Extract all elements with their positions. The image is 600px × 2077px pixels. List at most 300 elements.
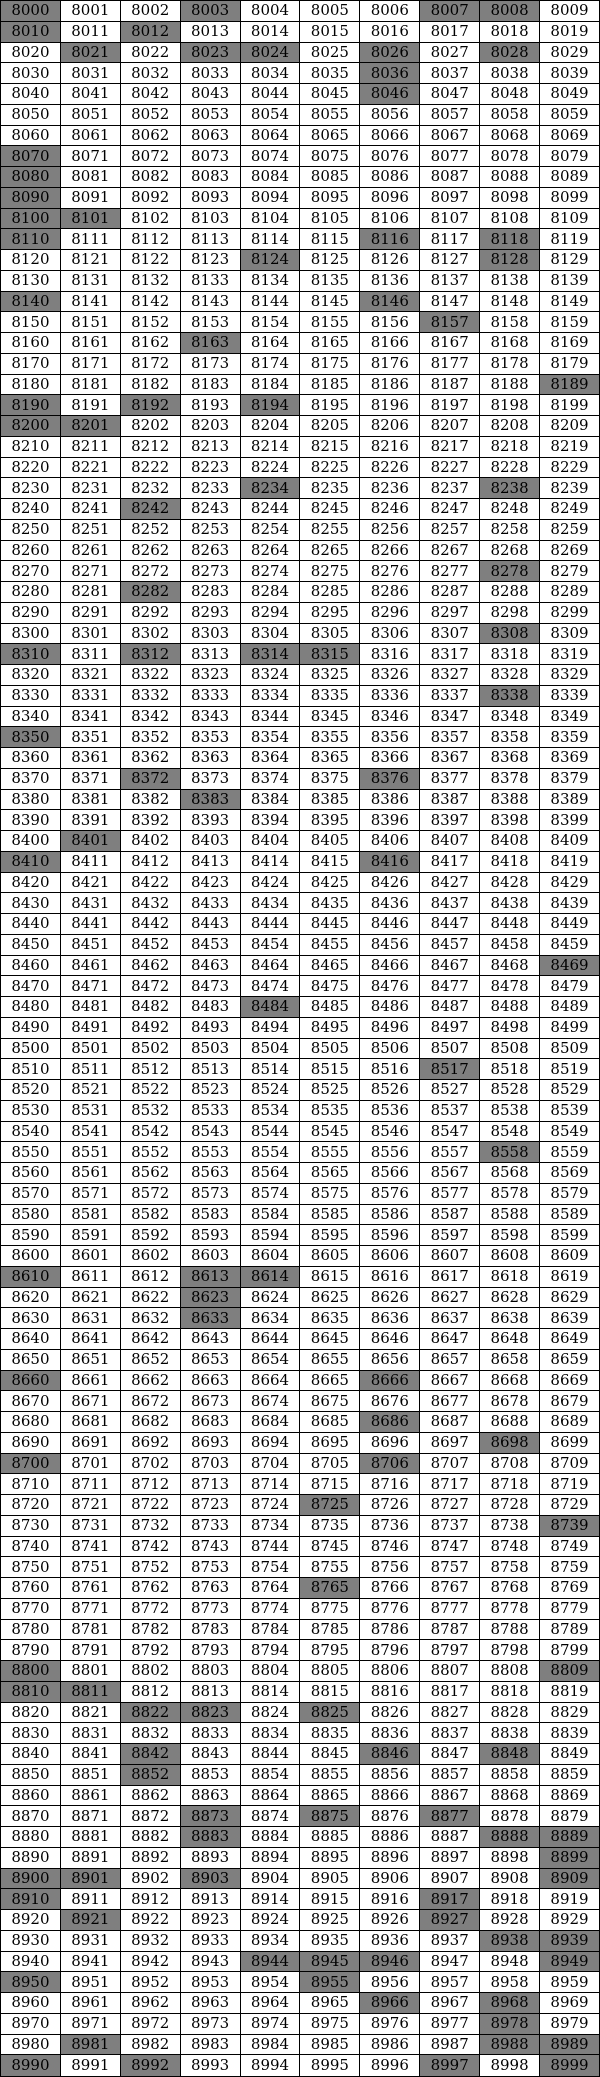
number-cell: 8071 xyxy=(60,146,120,167)
number-cell: 8718 xyxy=(480,1474,540,1495)
number-cell: 8337 xyxy=(420,685,480,706)
number-cell: 8206 xyxy=(360,416,420,437)
number-cell: 8411 xyxy=(60,851,120,872)
number-cell: 8740 xyxy=(1,1536,61,1557)
table-row xyxy=(1,1661,600,1682)
number-cell: 8256 xyxy=(360,519,420,540)
number-cell: 8181 xyxy=(60,374,120,395)
number-cell: 8666 xyxy=(360,1370,420,1391)
number-cell: 8404 xyxy=(240,831,300,852)
number-cell: 8059 xyxy=(540,104,600,125)
number-cell: 8279 xyxy=(540,561,600,582)
number-cell: 8251 xyxy=(60,519,120,540)
number-cell: 8584 xyxy=(240,1204,300,1225)
number-cell: 8645 xyxy=(300,1329,360,1350)
number-cell: 8914 xyxy=(240,1889,300,1910)
table-row xyxy=(1,1889,600,1910)
number-cell: 8195 xyxy=(300,395,360,416)
number-cell: 8366 xyxy=(360,748,420,769)
number-cell: 8271 xyxy=(60,561,120,582)
number-cell: 8042 xyxy=(120,84,180,105)
number-cell: 8075 xyxy=(300,146,360,167)
number-cell: 8447 xyxy=(420,914,480,935)
number-cell: 8569 xyxy=(540,1163,600,1184)
number-cell: 8382 xyxy=(120,789,180,810)
number-cell: 8457 xyxy=(420,934,480,955)
number-cell: 8443 xyxy=(180,914,240,935)
number-cell: 8706 xyxy=(360,1453,420,1474)
number-cell: 8672 xyxy=(120,1391,180,1412)
number-cell: 8583 xyxy=(180,1204,240,1225)
number-cell: 8428 xyxy=(480,872,540,893)
number-cell: 8592 xyxy=(120,1225,180,1246)
number-cell: 8902 xyxy=(120,1868,180,1889)
number-cell: 8520 xyxy=(1,1080,61,1101)
number-cell: 8800 xyxy=(1,1661,61,1682)
number-cell: 8139 xyxy=(540,270,600,291)
number-cell: 8449 xyxy=(540,914,600,935)
number-cell: 8987 xyxy=(420,2034,480,2055)
number-cell: 8254 xyxy=(240,519,300,540)
number-cell: 8388 xyxy=(480,789,540,810)
number-cell: 8680 xyxy=(1,1412,61,1433)
number-cell: 8420 xyxy=(1,872,61,893)
number-cell: 8003 xyxy=(180,1,240,22)
number-cell: 8359 xyxy=(540,727,600,748)
table-row xyxy=(1,167,600,188)
number-cell: 8934 xyxy=(240,1930,300,1951)
number-cell: 8194 xyxy=(240,395,300,416)
number-cell: 8058 xyxy=(480,104,540,125)
table-row xyxy=(1,1619,600,1640)
number-cell: 8511 xyxy=(60,1059,120,1080)
number-cell: 8204 xyxy=(240,416,300,437)
number-cell: 8069 xyxy=(540,125,600,146)
number-cell: 8532 xyxy=(120,1100,180,1121)
number-cell: 8797 xyxy=(420,1640,480,1661)
number-cell: 8940 xyxy=(1,1951,61,1972)
number-cell: 8678 xyxy=(480,1391,540,1412)
number-cell: 8274 xyxy=(240,561,300,582)
number-grid-body xyxy=(1,1,600,2077)
number-cell: 8513 xyxy=(180,1059,240,1080)
number-cell: 8380 xyxy=(1,789,61,810)
number-cell: 8887 xyxy=(420,1827,480,1848)
number-cell: 8989 xyxy=(540,2034,600,2055)
number-cell: 8360 xyxy=(1,748,61,769)
number-cell: 8637 xyxy=(420,1308,480,1329)
number-cell: 8961 xyxy=(60,1993,120,2014)
number-cell: 8028 xyxy=(480,42,540,63)
number-cell: 8209 xyxy=(540,416,600,437)
table-row xyxy=(1,146,600,167)
number-cell: 8471 xyxy=(60,976,120,997)
number-cell: 8588 xyxy=(480,1204,540,1225)
number-cell: 8607 xyxy=(420,1246,480,1267)
number-cell: 8136 xyxy=(360,270,420,291)
number-cell: 8112 xyxy=(120,229,180,250)
number-cell: 8557 xyxy=(420,1142,480,1163)
number-cell: 8348 xyxy=(480,706,540,727)
number-cell: 8544 xyxy=(240,1121,300,1142)
number-cell: 8438 xyxy=(480,893,540,914)
number-cell: 8529 xyxy=(540,1080,600,1101)
number-cell: 8121 xyxy=(60,250,120,271)
number-cell: 8840 xyxy=(1,1744,61,1765)
number-cell: 8614 xyxy=(240,1266,300,1287)
table-row xyxy=(1,208,600,229)
number-cell: 8574 xyxy=(240,1183,300,1204)
number-cell: 8826 xyxy=(360,1702,420,1723)
number-cell: 8446 xyxy=(360,914,420,935)
number-cell: 8788 xyxy=(480,1619,540,1640)
number-cell: 8079 xyxy=(540,146,600,167)
number-cell: 8047 xyxy=(420,84,480,105)
number-cell: 8182 xyxy=(120,374,180,395)
number-cell: 8577 xyxy=(420,1183,480,1204)
number-cell: 8266 xyxy=(360,540,420,561)
number-cell: 8122 xyxy=(120,250,180,271)
number-cell: 8376 xyxy=(360,768,420,789)
number-cell: 8568 xyxy=(480,1163,540,1184)
number-cell: 8926 xyxy=(360,1910,420,1931)
number-cell: 8004 xyxy=(240,1,300,22)
number-cell: 8551 xyxy=(60,1142,120,1163)
number-cell: 8600 xyxy=(1,1246,61,1267)
number-cell: 8011 xyxy=(60,21,120,42)
number-cell: 8244 xyxy=(240,499,300,520)
number-cell: 8760 xyxy=(1,1578,61,1599)
number-cell: 8646 xyxy=(360,1329,420,1350)
number-cell: 8609 xyxy=(540,1246,600,1267)
number-cell: 8702 xyxy=(120,1453,180,1474)
table-row xyxy=(1,706,600,727)
table-row xyxy=(1,1764,600,1785)
number-cell: 8627 xyxy=(420,1287,480,1308)
number-cell: 8772 xyxy=(120,1598,180,1619)
number-cell: 8057 xyxy=(420,104,480,125)
number-cell: 8985 xyxy=(300,2034,360,2055)
table-row xyxy=(1,831,600,852)
number-cell: 8975 xyxy=(300,2013,360,2034)
table-row xyxy=(1,1930,600,1951)
number-cell: 8493 xyxy=(180,1017,240,1038)
number-cell: 8373 xyxy=(180,768,240,789)
number-cell: 8153 xyxy=(180,312,240,333)
number-cell: 8001 xyxy=(60,1,120,22)
number-cell: 8375 xyxy=(300,768,360,789)
number-cell: 8222 xyxy=(120,457,180,478)
number-cell: 8062 xyxy=(120,125,180,146)
number-cell: 8559 xyxy=(540,1142,600,1163)
number-cell: 8860 xyxy=(1,1785,61,1806)
number-cell: 8087 xyxy=(420,167,480,188)
number-cell: 8156 xyxy=(360,312,420,333)
number-cell: 8880 xyxy=(1,1827,61,1848)
table-row xyxy=(1,1785,600,1806)
number-cell: 8295 xyxy=(300,602,360,623)
number-cell: 8763 xyxy=(180,1578,240,1599)
number-cell: 8188 xyxy=(480,374,540,395)
number-cell: 8984 xyxy=(240,2034,300,2055)
number-cell: 8109 xyxy=(540,208,600,229)
number-cell: 8242 xyxy=(120,499,180,520)
number-cell: 8433 xyxy=(180,893,240,914)
number-cell: 8454 xyxy=(240,934,300,955)
number-cell: 8390 xyxy=(1,810,61,831)
number-cell: 8795 xyxy=(300,1640,360,1661)
number-cell: 8067 xyxy=(420,125,480,146)
number-cell: 8578 xyxy=(480,1183,540,1204)
table-row xyxy=(1,1495,600,1516)
number-cell: 8151 xyxy=(60,312,120,333)
number-cell: 8599 xyxy=(540,1225,600,1246)
number-cell: 8735 xyxy=(300,1515,360,1536)
number-cell: 8203 xyxy=(180,416,240,437)
table-row xyxy=(1,436,600,457)
number-cell: 8459 xyxy=(540,934,600,955)
number-cell: 8570 xyxy=(1,1183,61,1204)
number-cell: 8349 xyxy=(540,706,600,727)
table-row xyxy=(1,1163,600,1184)
number-cell: 8164 xyxy=(240,333,300,354)
number-cell: 8091 xyxy=(60,187,120,208)
number-cell: 8641 xyxy=(60,1329,120,1350)
number-cell: 8717 xyxy=(420,1474,480,1495)
number-cell: 8542 xyxy=(120,1121,180,1142)
number-cell: 8265 xyxy=(300,540,360,561)
number-cell: 8652 xyxy=(120,1349,180,1370)
table-row xyxy=(1,1640,600,1661)
number-cell: 8628 xyxy=(480,1287,540,1308)
table-row xyxy=(1,104,600,125)
number-cell: 8835 xyxy=(300,1723,360,1744)
number-cell: 8818 xyxy=(480,1681,540,1702)
number-cell: 8094 xyxy=(240,187,300,208)
number-cell: 8915 xyxy=(300,1889,360,1910)
number-cell: 8219 xyxy=(540,436,600,457)
number-cell: 8191 xyxy=(60,395,120,416)
number-cell: 8857 xyxy=(420,1764,480,1785)
table-row xyxy=(1,1515,600,1536)
number-cell: 8765 xyxy=(300,1578,360,1599)
number-cell: 8352 xyxy=(120,727,180,748)
number-cell: 8453 xyxy=(180,934,240,955)
table-row xyxy=(1,1847,600,1868)
number-cell: 8802 xyxy=(120,1661,180,1682)
number-cell: 8928 xyxy=(480,1910,540,1931)
number-cell: 8239 xyxy=(540,478,600,499)
number-cell: 8875 xyxy=(300,1806,360,1827)
number-cell: 8021 xyxy=(60,42,120,63)
number-cell: 8654 xyxy=(240,1349,300,1370)
number-cell: 8050 xyxy=(1,104,61,125)
table-row xyxy=(1,1287,600,1308)
number-cell: 8309 xyxy=(540,623,600,644)
number-cell: 8114 xyxy=(240,229,300,250)
number-cell: 8327 xyxy=(420,665,480,686)
number-cell: 8808 xyxy=(480,1661,540,1682)
number-cell: 8938 xyxy=(480,1930,540,1951)
number-cell: 8822 xyxy=(120,1702,180,1723)
number-cell: 8096 xyxy=(360,187,420,208)
number-cell: 8282 xyxy=(120,582,180,603)
number-cell: 8838 xyxy=(480,1723,540,1744)
number-cell: 8939 xyxy=(540,1930,600,1951)
number-cell: 8546 xyxy=(360,1121,420,1142)
number-cell: 8579 xyxy=(540,1183,600,1204)
number-cell: 8403 xyxy=(180,831,240,852)
number-cell: 8255 xyxy=(300,519,360,540)
number-cell: 8911 xyxy=(60,1889,120,1910)
number-cell: 8214 xyxy=(240,436,300,457)
number-cell: 8744 xyxy=(240,1536,300,1557)
number-cell: 8998 xyxy=(480,2055,540,2077)
number-cell: 8571 xyxy=(60,1183,120,1204)
number-cell: 8749 xyxy=(540,1536,600,1557)
number-cell: 8318 xyxy=(480,644,540,665)
number-cell: 8586 xyxy=(360,1204,420,1225)
number-cell: 8415 xyxy=(300,851,360,872)
number-cell: 8696 xyxy=(360,1432,420,1453)
number-cell: 8072 xyxy=(120,146,180,167)
number-cell: 8783 xyxy=(180,1619,240,1640)
number-cell: 8189 xyxy=(540,374,600,395)
number-cell: 8994 xyxy=(240,2055,300,2077)
number-cell: 8208 xyxy=(480,416,540,437)
number-cell: 8505 xyxy=(300,1038,360,1059)
number-cell: 8870 xyxy=(1,1806,61,1827)
number-cell: 8304 xyxy=(240,623,300,644)
number-cell: 8707 xyxy=(420,1453,480,1474)
number-cell: 8000 xyxy=(1,1,61,22)
number-cell: 8394 xyxy=(240,810,300,831)
number-cell: 8308 xyxy=(480,623,540,644)
number-cell: 8649 xyxy=(540,1329,600,1350)
number-cell: 8258 xyxy=(480,519,540,540)
table-row xyxy=(1,312,600,333)
number-cell: 8247 xyxy=(420,499,480,520)
number-cell: 8016 xyxy=(360,21,420,42)
number-cell: 8467 xyxy=(420,955,480,976)
number-cell: 8430 xyxy=(1,893,61,914)
number-cell: 8405 xyxy=(300,831,360,852)
number-cell: 8277 xyxy=(420,561,480,582)
number-cell: 8766 xyxy=(360,1578,420,1599)
number-cell: 8591 xyxy=(60,1225,120,1246)
number-cell: 8728 xyxy=(480,1495,540,1516)
number-cell: 8510 xyxy=(1,1059,61,1080)
number-cell: 8253 xyxy=(180,519,240,540)
number-cell: 8848 xyxy=(480,1744,540,1765)
number-cell: 8497 xyxy=(420,1017,480,1038)
number-cell: 8827 xyxy=(420,1702,480,1723)
number-cell: 8837 xyxy=(420,1723,480,1744)
number-cell: 8012 xyxy=(120,21,180,42)
table-row xyxy=(1,934,600,955)
number-cell: 8919 xyxy=(540,1889,600,1910)
number-cell: 8031 xyxy=(60,63,120,84)
number-cell: 8858 xyxy=(480,1764,540,1785)
number-cell: 8631 xyxy=(60,1308,120,1329)
number-cell: 8163 xyxy=(180,333,240,354)
number-cell: 8056 xyxy=(360,104,420,125)
number-cell: 8956 xyxy=(360,1972,420,1993)
number-cell: 8964 xyxy=(240,1993,300,2014)
table-row xyxy=(1,1453,600,1474)
number-cell: 8140 xyxy=(1,291,61,312)
table-row xyxy=(1,1827,600,1848)
number-cell: 8186 xyxy=(360,374,420,395)
number-cell: 8936 xyxy=(360,1930,420,1951)
number-cell: 8673 xyxy=(180,1391,240,1412)
number-cell: 8113 xyxy=(180,229,240,250)
number-cell: 8723 xyxy=(180,1495,240,1516)
number-cell: 8334 xyxy=(240,685,300,706)
number-cell: 8713 xyxy=(180,1474,240,1495)
table-row xyxy=(1,2034,600,2055)
table-row xyxy=(1,1536,600,1557)
number-cell: 8519 xyxy=(540,1059,600,1080)
number-cell: 8421 xyxy=(60,872,120,893)
number-cell: 8010 xyxy=(1,21,61,42)
number-cell: 8492 xyxy=(120,1017,180,1038)
number-cell: 8585 xyxy=(300,1204,360,1225)
number-cell: 8083 xyxy=(180,167,240,188)
number-cell: 8466 xyxy=(360,955,420,976)
number-cell: 8108 xyxy=(480,208,540,229)
number-cell: 8339 xyxy=(540,685,600,706)
number-cell: 8173 xyxy=(180,353,240,374)
number-cell: 8757 xyxy=(420,1557,480,1578)
number-cell: 8924 xyxy=(240,1910,300,1931)
number-cell: 8661 xyxy=(60,1370,120,1391)
table-row xyxy=(1,851,600,872)
table-row xyxy=(1,976,600,997)
number-cell: 8435 xyxy=(300,893,360,914)
number-cell: 8249 xyxy=(540,499,600,520)
number-cell: 8125 xyxy=(300,250,360,271)
number-cell: 8055 xyxy=(300,104,360,125)
number-cell: 8432 xyxy=(120,893,180,914)
number-cell: 8819 xyxy=(540,1681,600,1702)
number-cell: 8512 xyxy=(120,1059,180,1080)
number-cell: 8033 xyxy=(180,63,240,84)
number-cell: 8759 xyxy=(540,1557,600,1578)
number-cell: 8791 xyxy=(60,1640,120,1661)
number-cell: 8991 xyxy=(60,2055,120,2077)
number-cell: 8844 xyxy=(240,1744,300,1765)
number-cell: 8063 xyxy=(180,125,240,146)
number-cell: 8966 xyxy=(360,1993,420,2014)
number-cell: 8412 xyxy=(120,851,180,872)
number-cell: 8970 xyxy=(1,2013,61,2034)
number-cell: 8329 xyxy=(540,665,600,686)
number-cell: 8547 xyxy=(420,1121,480,1142)
number-cell: 8659 xyxy=(540,1349,600,1370)
number-cell: 8200 xyxy=(1,416,61,437)
number-cell: 8920 xyxy=(1,1910,61,1931)
number-cell: 8625 xyxy=(300,1287,360,1308)
table-row xyxy=(1,1598,600,1619)
number-cell: 8162 xyxy=(120,333,180,354)
number-cell: 8193 xyxy=(180,395,240,416)
table-row xyxy=(1,1329,600,1350)
number-cell: 8743 xyxy=(180,1536,240,1557)
number-cell: 8023 xyxy=(180,42,240,63)
number-cell: 8293 xyxy=(180,602,240,623)
number-cell: 8780 xyxy=(1,1619,61,1640)
